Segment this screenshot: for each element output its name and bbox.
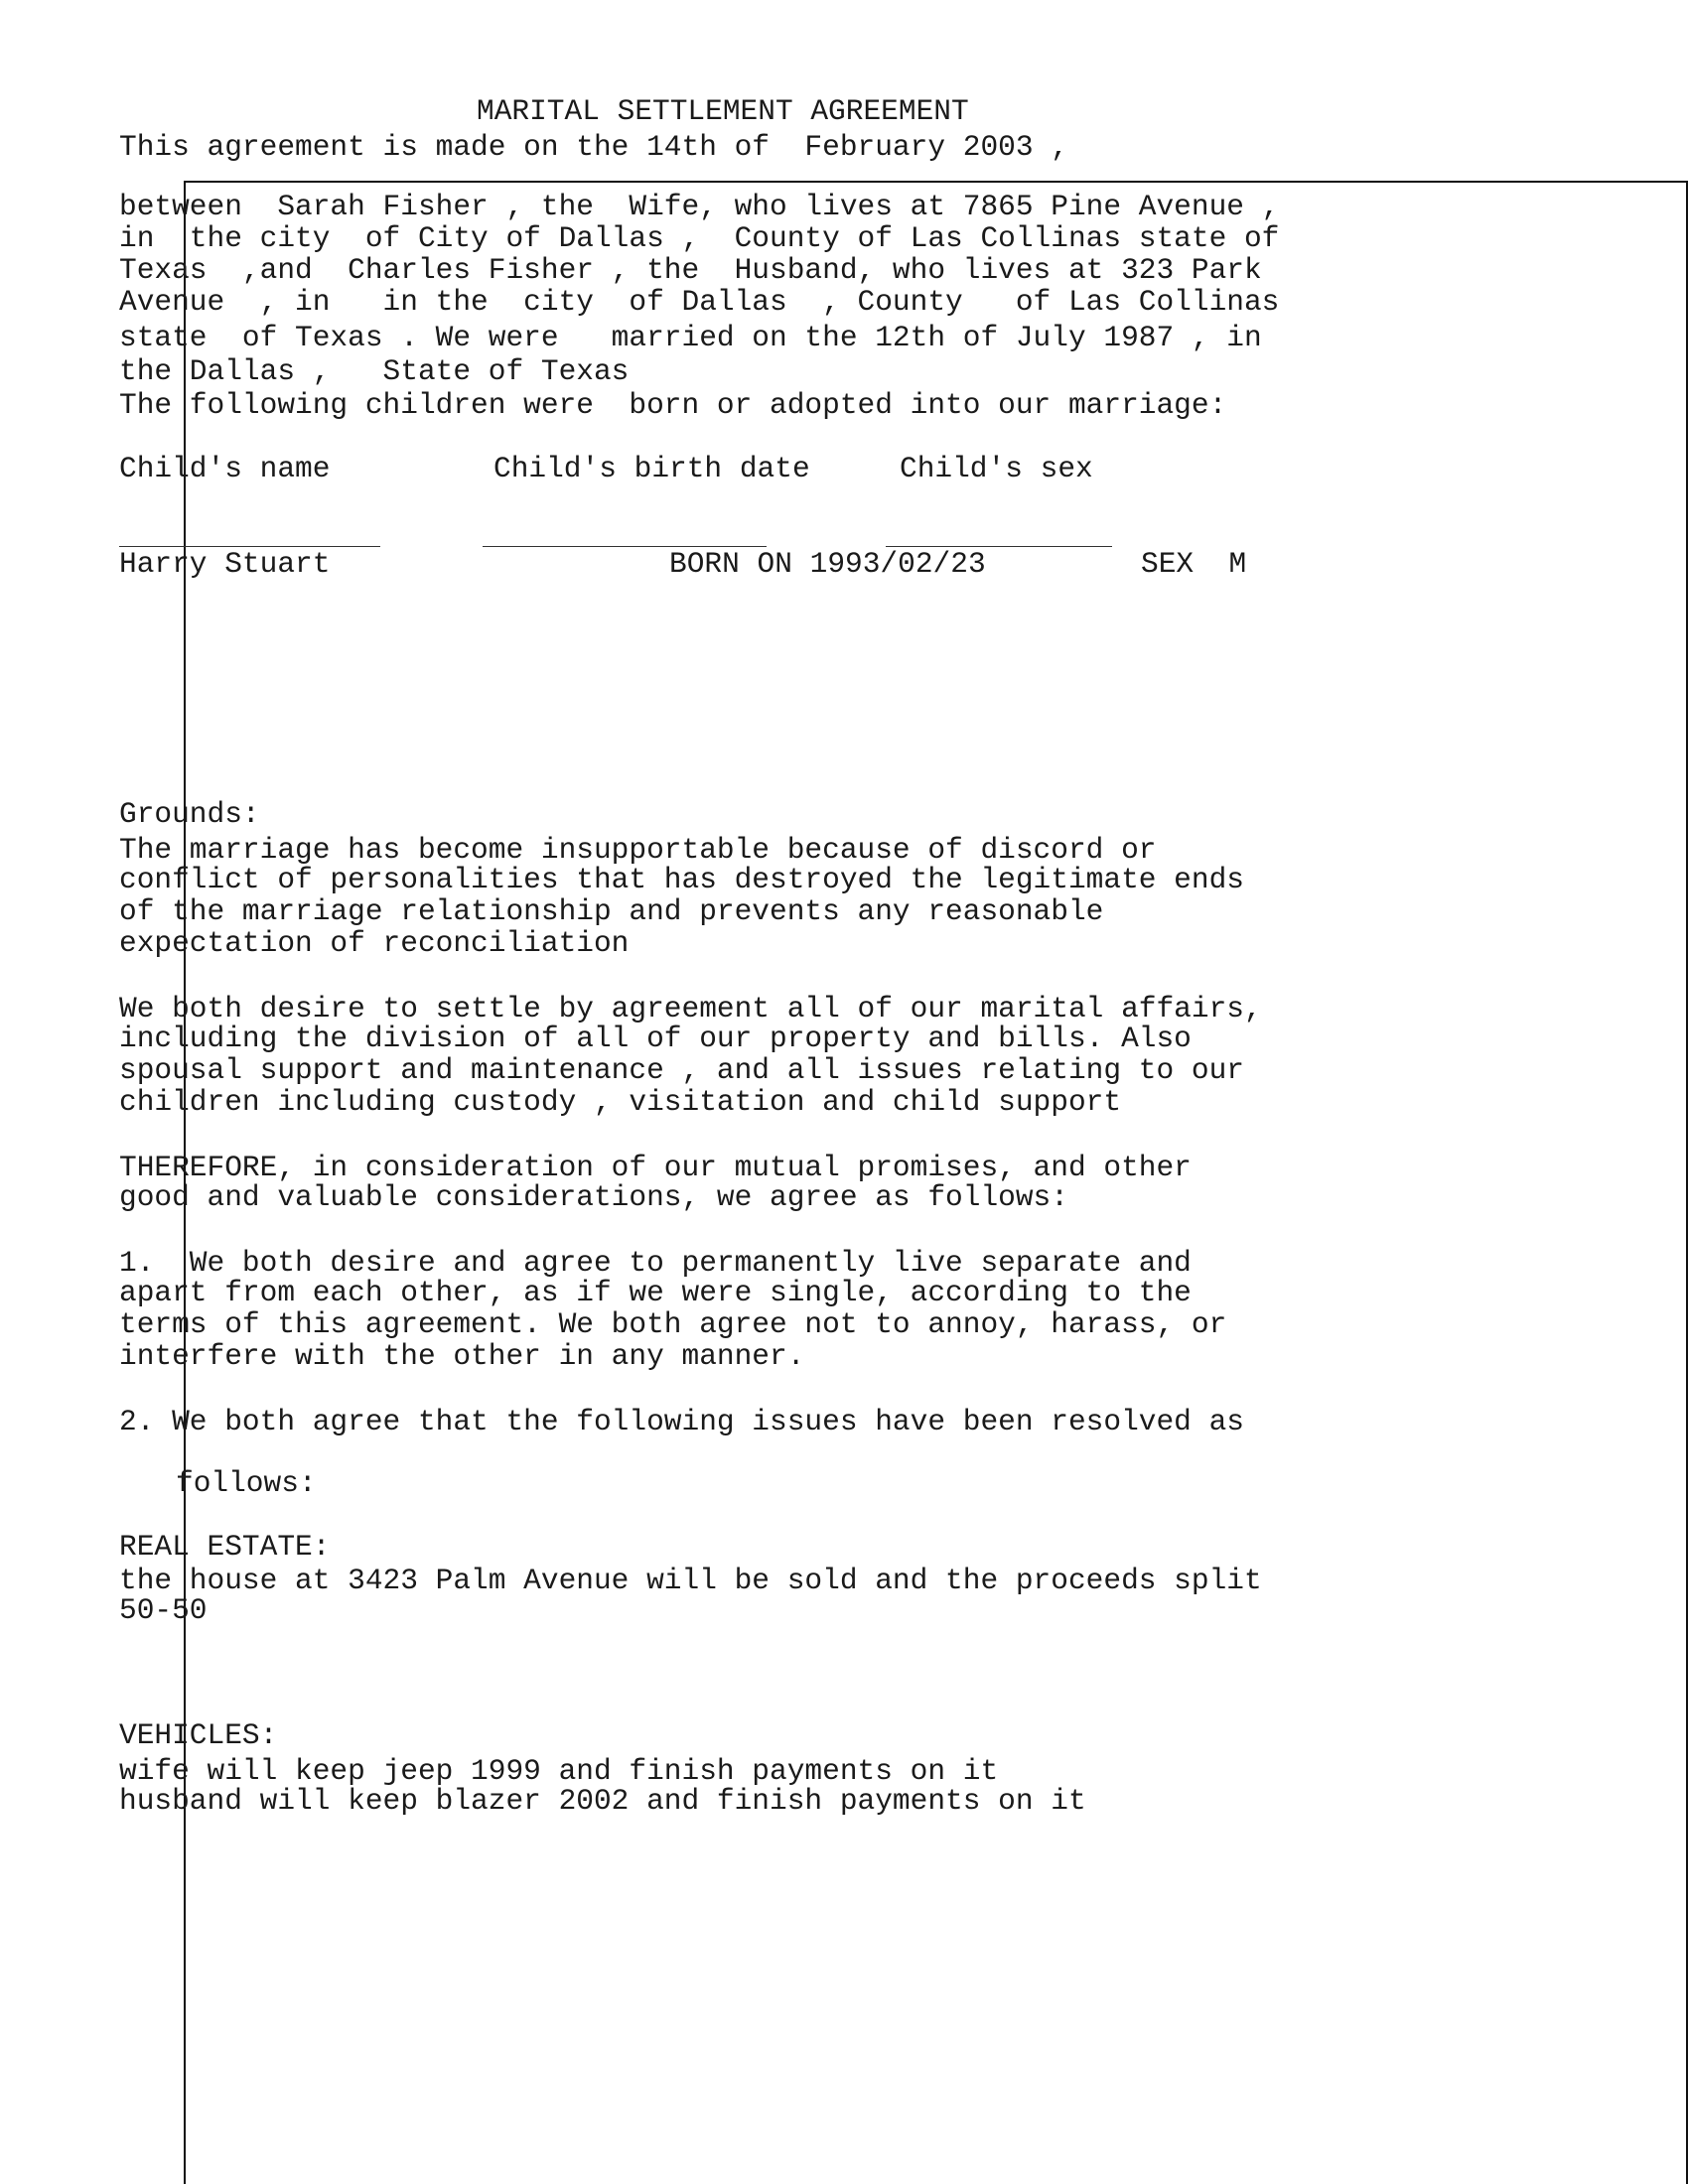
- document-title: MARITAL SETTLEMENT AGREEMENT: [477, 94, 969, 128]
- header-sex: Child's sex: [900, 452, 1093, 485]
- real-estate-heading: REAL ESTATE:: [119, 1530, 331, 1564]
- clause-2-continuation: follows:: [176, 1466, 317, 1500]
- vehicles-line: wife will keep jeep 1999 and finish payments on it: [119, 1754, 999, 1788]
- form-top-rule: [184, 181, 1688, 183]
- children-intro: The following children were born or adopted into our marriage:: [119, 388, 1227, 422]
- grounds-line: conflict of personalities that has destroyed the legitimate ends: [119, 863, 1244, 896]
- parties-line: Avenue , in in the city of Dallas , County of Las Collinas: [119, 285, 1280, 319]
- parties-line: Texas ,and Charles Fisher , the Husband, who lives at 323 Park: [119, 253, 1262, 287]
- desire-line: We both desire to settle by agreement all of our marital affairs,: [119, 992, 1262, 1025]
- parties-line: state of Texas . We were married on the 12th of July 1987 , in: [119, 321, 1262, 354]
- grounds-line: The marriage has become insupportable because of discord or: [119, 833, 1157, 867]
- clause-1-line: terms of this agreement. We both agree not to annoy, harass, or: [119, 1307, 1227, 1341]
- parties-line: between Sarah Fisher , the Wife, who lives at 7865 Pine Avenue ,: [119, 190, 1280, 223]
- clause-2-line: 2. We both agree that the following issues have been resolved as: [119, 1405, 1244, 1438]
- clause-1-line: apart from each other, as if we were single, according to the: [119, 1276, 1192, 1309]
- desire-line: children including custody , visitation and child support: [119, 1085, 1122, 1119]
- therefore-line: THEREFORE, in consideration of our mutual promises, and other: [119, 1151, 1192, 1184]
- desire-line: spousal support and maintenance , and all issues relating to our: [119, 1053, 1244, 1087]
- real-estate-line: the house at 3423 Palm Avenue will be sold and the proceeds split: [119, 1564, 1262, 1597]
- header-childs-name: Child's name: [119, 452, 331, 485]
- parties-line: in the city of City of Dallas , County of Las Collinas state of: [119, 221, 1280, 255]
- clause-1-line: interfere with the other in any manner.: [119, 1339, 805, 1373]
- real-estate-line: 50-50: [119, 1593, 208, 1627]
- vehicles-heading: VEHICLES:: [119, 1718, 278, 1752]
- child-name: Harry Stuart: [119, 547, 331, 581]
- parties-line: the Dallas , State of Texas: [119, 354, 630, 388]
- vehicles-line: husband will keep blazer 2002 and finish payments on it: [119, 1784, 1086, 1818]
- grounds-line: of the marriage relationship and prevents any reasonable: [119, 894, 1104, 928]
- agreement-date-line: This agreement is made on the 14th of February 2003 ,: [119, 130, 1068, 164]
- header-birth-date: Child's birth date: [493, 452, 810, 485]
- grounds-line: expectation of reconciliation: [119, 926, 630, 960]
- clause-1-line: 1. We both desire and agree to permanently live separate and: [119, 1246, 1192, 1280]
- desire-line: including the division of all of our property and bills. Also: [119, 1022, 1192, 1055]
- grounds-heading: Grounds:: [119, 797, 260, 831]
- child-birth-date: BORN ON 1993/02/23: [669, 547, 986, 581]
- therefore-line: good and valuable considerations, we agree as follows:: [119, 1180, 1068, 1214]
- child-sex: SEX M: [1141, 547, 1247, 581]
